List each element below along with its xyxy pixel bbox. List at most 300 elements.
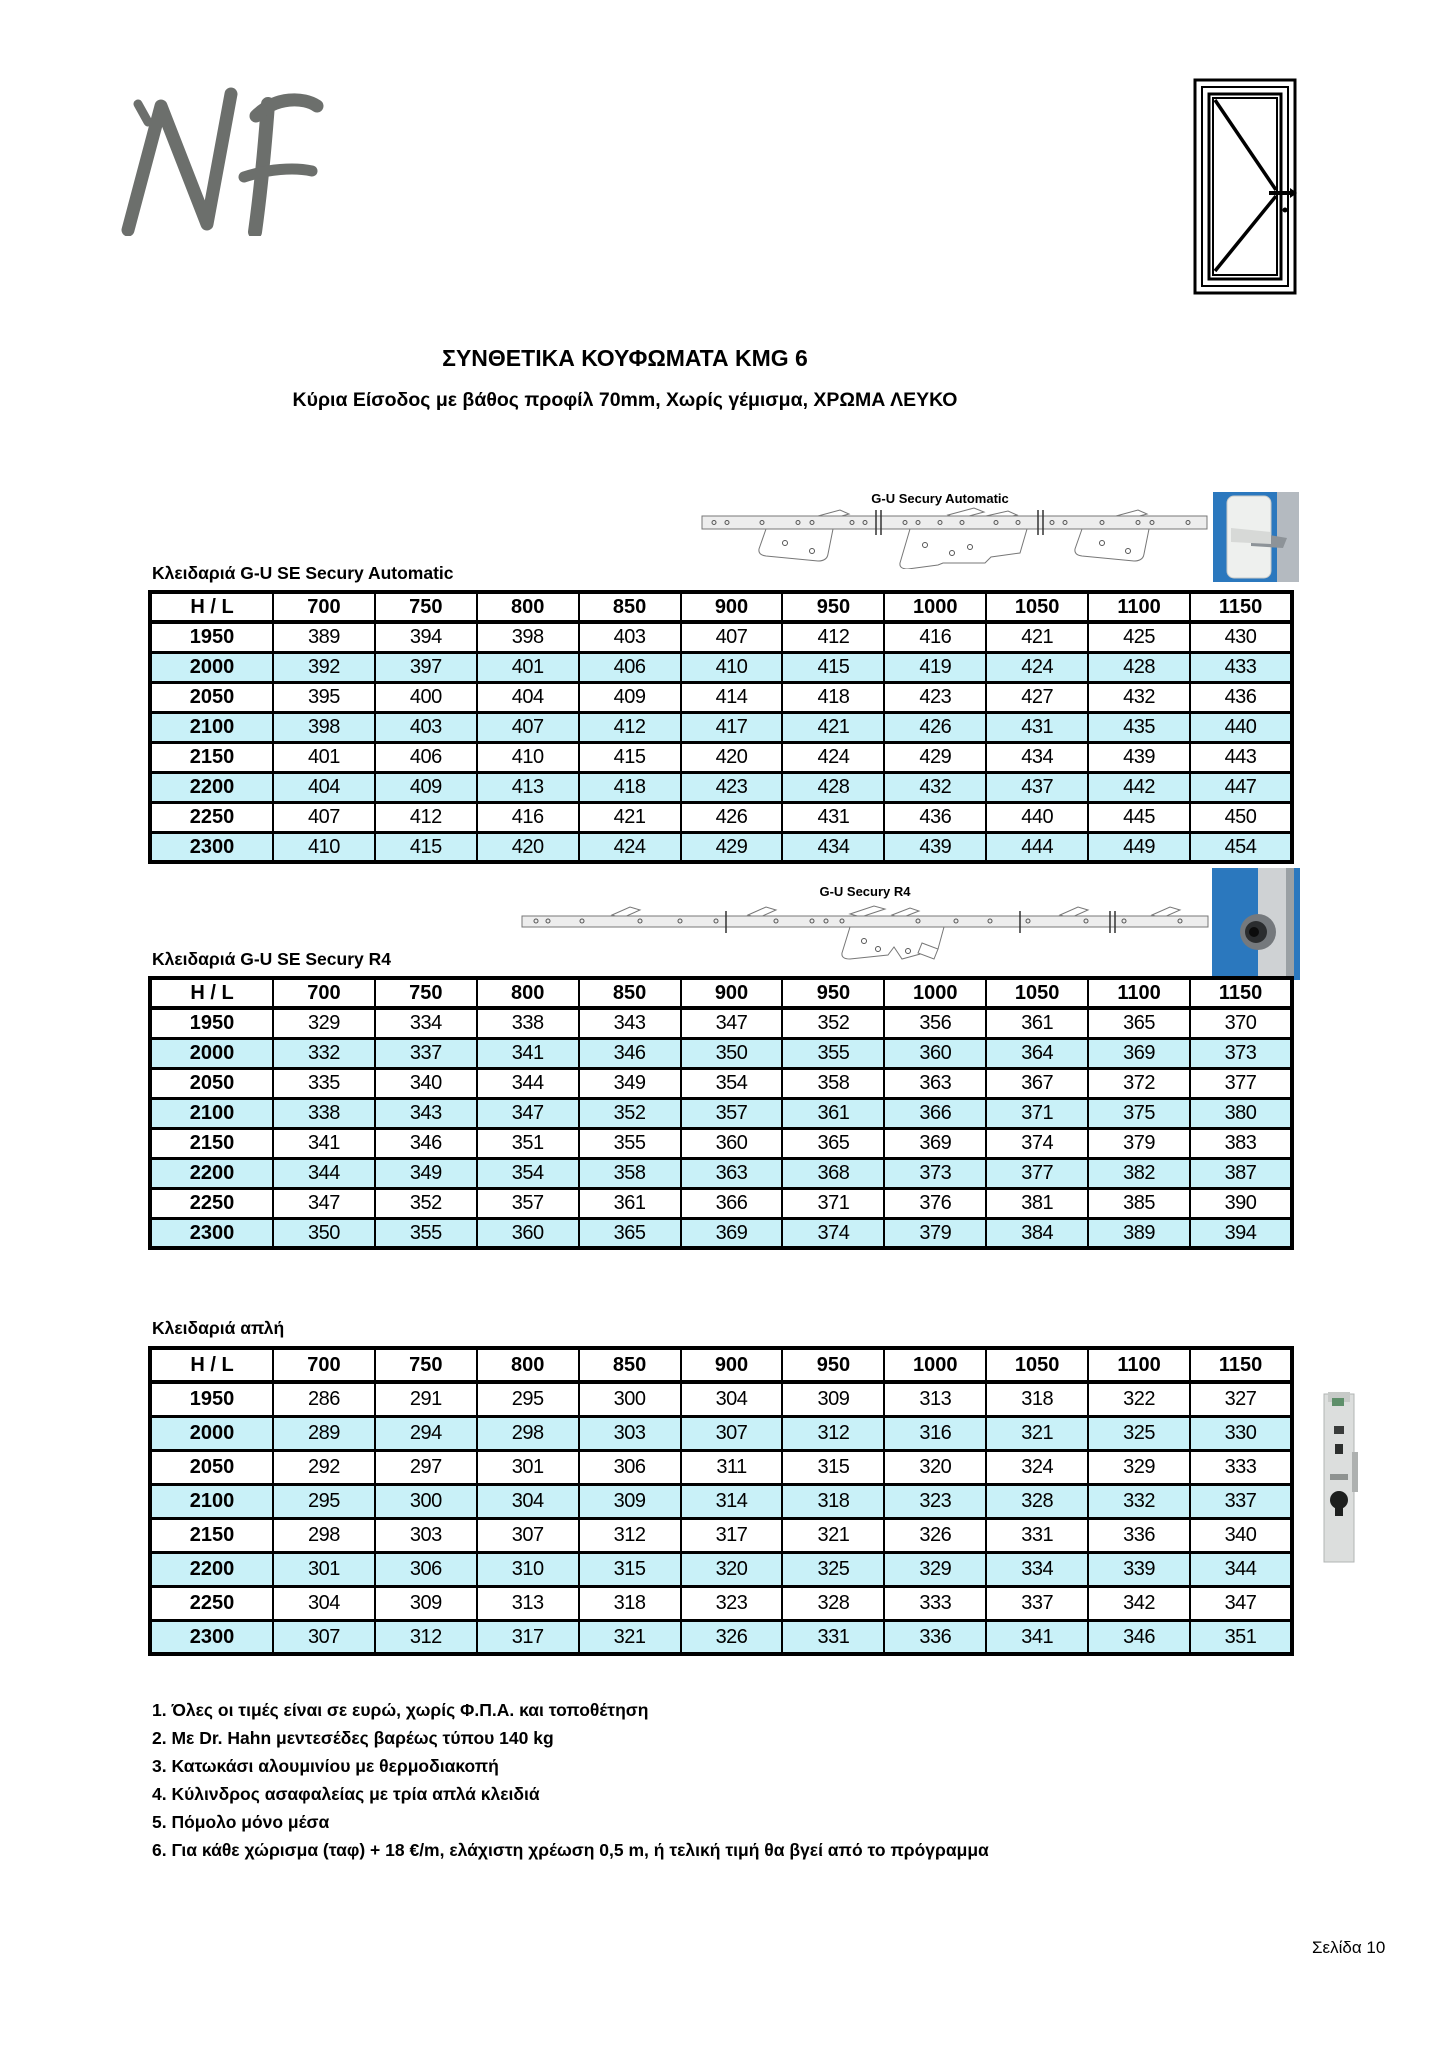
price-cell: 326	[884, 1518, 986, 1552]
price-cell: 321	[782, 1518, 884, 1552]
price-cell: 389	[1088, 1218, 1190, 1248]
price-cell: 322	[1088, 1382, 1190, 1416]
height-cell: 2050	[150, 1068, 273, 1098]
width-header-cell: 1000	[884, 1348, 986, 1382]
price-cell: 436	[1190, 682, 1292, 712]
price-cell: 329	[884, 1552, 986, 1586]
price-cell: 387	[1190, 1158, 1292, 1188]
width-header-cell: 1050	[986, 592, 1088, 622]
table-row	[150, 1484, 1292, 1518]
note-2: 2. Με Dr. Hahn μεντεσέδες βαρέως τύπου 140 kg	[152, 1728, 554, 1748]
price-cell: 306	[375, 1552, 477, 1586]
price-cell: 364	[986, 1038, 1088, 1068]
secury-r4-caption: G-U Secury R4	[819, 884, 911, 899]
table-row	[150, 1552, 1292, 1586]
width-header-cell: 1150	[1190, 592, 1292, 622]
price-cell: 379	[884, 1218, 986, 1248]
price-cell: 312	[579, 1518, 681, 1552]
price-cell: 410	[477, 742, 579, 772]
price-cell: 355	[579, 1128, 681, 1158]
table-row	[150, 1382, 1292, 1416]
price-cell: 418	[579, 772, 681, 802]
price-cell: 337	[1190, 1484, 1292, 1518]
price-cell: 312	[375, 1620, 477, 1654]
height-cell: 2300	[150, 1620, 273, 1654]
price-cell: 444	[986, 832, 1088, 862]
simple-lock-photo	[1322, 1392, 1364, 1569]
price-cell: 428	[1088, 652, 1190, 682]
price-cell: 445	[1088, 802, 1190, 832]
height-cell: 2100	[150, 712, 273, 742]
price-cell: 337	[375, 1038, 477, 1068]
price-cell: 310	[477, 1552, 579, 1586]
price-cell: 437	[986, 772, 1088, 802]
price-cell: 351	[1190, 1620, 1292, 1654]
price-cell: 347	[681, 1008, 783, 1038]
table-row	[150, 1416, 1292, 1450]
height-cell: 2100	[150, 1484, 273, 1518]
table-row	[150, 1218, 1292, 1248]
note-1: 1. Όλες οι τιμές είναι σε ευρώ, χωρίς Φ.Π.Α. και τοποθέτηση	[152, 1700, 649, 1720]
price-cell: 381	[986, 1188, 1088, 1218]
price-cell: 383	[1190, 1128, 1292, 1158]
price-cell: 326	[681, 1620, 783, 1654]
height-cell: 2300	[150, 832, 273, 862]
height-cell: 2050	[150, 682, 273, 712]
width-header-cell: 850	[579, 592, 681, 622]
height-cell: 2000	[150, 1038, 273, 1068]
price-cell: 371	[986, 1098, 1088, 1128]
price-cell: 424	[986, 652, 1088, 682]
price-cell: 432	[1088, 682, 1190, 712]
price-cell: 403	[375, 712, 477, 742]
table-row	[150, 622, 1292, 652]
table-row	[150, 1518, 1292, 1552]
notes-list	[152, 1696, 1352, 1864]
price-cell: 338	[477, 1008, 579, 1038]
price-cell: 379	[1088, 1128, 1190, 1158]
height-cell: 2150	[150, 742, 273, 772]
price-cell: 367	[986, 1068, 1088, 1098]
price-cell: 377	[1190, 1068, 1292, 1098]
price-cell: 313	[884, 1382, 986, 1416]
page-subtitle: Κύρια Είσοδος με βάθος προφίλ 70mm, Χωρίς γέμισμα, ΧΡΩΜΑ ΛΕΥΚΟ	[292, 389, 958, 411]
price-cell: 413	[477, 772, 579, 802]
price-cell: 435	[1088, 712, 1190, 742]
price-cell: 385	[1088, 1188, 1190, 1218]
header-row	[150, 1348, 1292, 1382]
price-cell: 307	[477, 1518, 579, 1552]
price-cell: 347	[477, 1098, 579, 1128]
price-cell: 341	[477, 1038, 579, 1068]
price-cell: 424	[579, 832, 681, 862]
price-cell: 380	[1190, 1098, 1292, 1128]
price-cell: 294	[375, 1416, 477, 1450]
table-row	[150, 1128, 1292, 1158]
price-cell: 382	[1088, 1158, 1190, 1188]
price-cell: 432	[884, 772, 986, 802]
price-cell: 377	[986, 1158, 1088, 1188]
price-cell: 317	[681, 1518, 783, 1552]
price-cell: 300	[579, 1382, 681, 1416]
price-cell: 344	[273, 1158, 375, 1188]
table-row	[150, 1068, 1292, 1098]
table1-label: Κλειδαριά G-U SE Secury Automatic	[152, 563, 454, 583]
price-cell: 303	[579, 1416, 681, 1450]
price-cell: 325	[1088, 1416, 1190, 1450]
table3-label: Κλειδαριά απλή	[152, 1318, 285, 1338]
price-cell: 412	[375, 802, 477, 832]
price-cell: 426	[681, 802, 783, 832]
price-cell: 421	[579, 802, 681, 832]
width-header-cell: 950	[782, 1348, 884, 1382]
price-cell: 342	[1088, 1586, 1190, 1620]
price-cell: 412	[579, 712, 681, 742]
width-header-cell: 850	[579, 978, 681, 1008]
price-cell: 426	[884, 712, 986, 742]
table-row	[150, 742, 1292, 772]
height-cell: 2150	[150, 1518, 273, 1552]
price-cell: 358	[579, 1158, 681, 1188]
price-cell: 309	[579, 1484, 681, 1518]
price-cell: 355	[375, 1218, 477, 1248]
price-cell: 414	[681, 682, 783, 712]
width-header-cell: 1000	[884, 978, 986, 1008]
price-cell: 298	[477, 1416, 579, 1450]
height-cell: 2250	[150, 802, 273, 832]
height-cell: 1950	[150, 1382, 273, 1416]
width-header-cell: 750	[375, 592, 477, 622]
price-cell: 331	[986, 1518, 1088, 1552]
price-cell: 315	[782, 1450, 884, 1484]
width-header-cell: 700	[273, 978, 375, 1008]
price-cell: 344	[477, 1068, 579, 1098]
price-cell: 389	[273, 622, 375, 652]
price-cell: 369	[884, 1128, 986, 1158]
table-row	[150, 1008, 1292, 1038]
price-cell: 384	[986, 1218, 1088, 1248]
price-cell: 419	[884, 652, 986, 682]
price-cell: 349	[375, 1158, 477, 1188]
price-cell: 320	[884, 1450, 986, 1484]
price-cell: 360	[681, 1128, 783, 1158]
price-cell: 318	[579, 1586, 681, 1620]
price-cell: 398	[273, 712, 375, 742]
height-cell: 2150	[150, 1128, 273, 1158]
table-row	[150, 1038, 1292, 1068]
price-cell: 404	[477, 682, 579, 712]
table-row	[150, 652, 1292, 682]
width-header-cell: 950	[782, 592, 884, 622]
height-cell: 2250	[150, 1188, 273, 1218]
price-cell: 407	[681, 622, 783, 652]
price-cell: 416	[884, 622, 986, 652]
price-cell: 338	[273, 1098, 375, 1128]
hl-header-cell: H / L	[150, 592, 273, 622]
price-cell: 430	[1190, 622, 1292, 652]
price-cell: 341	[273, 1128, 375, 1158]
price-cell: 440	[1190, 712, 1292, 742]
price-cell: 371	[782, 1188, 884, 1218]
price-cell: 434	[986, 742, 1088, 772]
nf-logo	[118, 84, 343, 241]
door-diagram-icon	[1193, 78, 1297, 300]
price-cell: 292	[273, 1450, 375, 1484]
table-row	[150, 1620, 1292, 1654]
price-cell: 403	[579, 622, 681, 652]
price-cell: 454	[1190, 832, 1292, 862]
price-cell: 323	[884, 1484, 986, 1518]
height-cell: 2300	[150, 1218, 273, 1248]
price-cell: 366	[681, 1188, 783, 1218]
price-cell: 352	[579, 1098, 681, 1128]
price-cell: 352	[375, 1188, 477, 1218]
price-cell: 295	[273, 1484, 375, 1518]
price-cell: 415	[579, 742, 681, 772]
price-cell: 346	[579, 1038, 681, 1068]
price-cell: 336	[884, 1620, 986, 1654]
price-cell: 312	[782, 1416, 884, 1450]
page-number: Σελίδα 10	[1312, 1938, 1386, 1957]
width-header-cell: 1100	[1088, 592, 1190, 622]
price-cell: 313	[477, 1586, 579, 1620]
price-cell: 309	[375, 1586, 477, 1620]
price-cell: 423	[681, 772, 783, 802]
price-cell: 374	[782, 1218, 884, 1248]
price-cell: 361	[782, 1098, 884, 1128]
price-cell: 406	[375, 742, 477, 772]
table-row	[150, 1098, 1292, 1128]
price-cell: 447	[1190, 772, 1292, 802]
price-cell: 286	[273, 1382, 375, 1416]
price-cell: 373	[1190, 1038, 1292, 1068]
price-cell: 363	[681, 1158, 783, 1188]
price-cell: 436	[884, 802, 986, 832]
price-cell: 443	[1190, 742, 1292, 772]
price-cell: 321	[579, 1620, 681, 1654]
hl-header-cell: H / L	[150, 978, 273, 1008]
height-cell: 2000	[150, 1416, 273, 1450]
price-cell: 340	[375, 1068, 477, 1098]
note-3: 3. Κατωκάσι αλουμινίου με θερμοδιακοπή	[152, 1756, 499, 1776]
price-cell: 412	[782, 622, 884, 652]
secury-automatic-photo	[1213, 492, 1299, 587]
price-table-secury-automatic	[148, 590, 1294, 864]
price-cell: 368	[782, 1158, 884, 1188]
price-cell: 335	[273, 1068, 375, 1098]
price-cell: 321	[986, 1416, 1088, 1450]
price-cell: 346	[375, 1128, 477, 1158]
height-cell: 2000	[150, 652, 273, 682]
price-cell: 289	[273, 1416, 375, 1450]
price-cell: 346	[1088, 1620, 1190, 1654]
price-cell: 449	[1088, 832, 1190, 862]
height-cell: 2100	[150, 1098, 273, 1128]
price-cell: 420	[681, 742, 783, 772]
price-table-simple-lock	[148, 1346, 1294, 1656]
price-cell: 420	[477, 832, 579, 862]
price-cell: 394	[375, 622, 477, 652]
price-cell: 400	[375, 682, 477, 712]
price-cell: 390	[1190, 1188, 1292, 1218]
price-cell: 440	[986, 802, 1088, 832]
height-cell: 1950	[150, 1008, 273, 1038]
price-cell: 434	[782, 832, 884, 862]
width-header-cell: 950	[782, 978, 884, 1008]
width-header-cell: 850	[579, 1348, 681, 1382]
price-cell: 325	[782, 1552, 884, 1586]
price-cell: 354	[681, 1068, 783, 1098]
price-cell: 320	[681, 1552, 783, 1586]
width-header-cell: 1150	[1190, 1348, 1292, 1382]
price-cell: 316	[884, 1416, 986, 1450]
price-cell: 356	[884, 1008, 986, 1038]
price-cell: 416	[477, 802, 579, 832]
price-cell: 301	[273, 1552, 375, 1586]
width-header-cell: 1000	[884, 592, 986, 622]
price-cell: 327	[1190, 1382, 1292, 1416]
price-cell: 349	[579, 1068, 681, 1098]
secury-automatic-caption: G-U Secury Automatic	[871, 491, 1009, 506]
height-cell: 2250	[150, 1586, 273, 1620]
price-cell: 334	[986, 1552, 1088, 1586]
price-cell: 407	[273, 802, 375, 832]
table-row	[150, 832, 1292, 862]
price-cell: 398	[477, 622, 579, 652]
table-row	[150, 1188, 1292, 1218]
price-cell: 333	[884, 1586, 986, 1620]
height-cell: 2050	[150, 1450, 273, 1484]
price-cell: 424	[782, 742, 884, 772]
price-cell: 354	[477, 1158, 579, 1188]
width-header-cell: 800	[477, 592, 579, 622]
price-cell: 415	[782, 652, 884, 682]
note-4: 4. Κύλινδρος ασαφαλείας με τρία απλά κλειδιά	[152, 1784, 540, 1804]
price-cell: 315	[579, 1552, 681, 1586]
price-cell: 304	[273, 1586, 375, 1620]
price-cell: 395	[273, 682, 375, 712]
price-cell: 336	[1088, 1518, 1190, 1552]
width-header-cell: 1050	[986, 1348, 1088, 1382]
price-cell: 428	[782, 772, 884, 802]
height-cell: 2200	[150, 772, 273, 802]
price-cell: 431	[782, 802, 884, 832]
price-cell: 309	[782, 1382, 884, 1416]
table-row	[150, 802, 1292, 832]
price-cell: 421	[986, 622, 1088, 652]
price-cell: 442	[1088, 772, 1190, 802]
price-cell: 361	[986, 1008, 1088, 1038]
price-cell: 369	[681, 1218, 783, 1248]
table-row	[150, 1450, 1292, 1484]
price-cell: 365	[1088, 1008, 1190, 1038]
width-header-cell: 1100	[1088, 978, 1190, 1008]
price-cell: 291	[375, 1382, 477, 1416]
price-cell: 376	[884, 1188, 986, 1218]
price-cell: 339	[1088, 1552, 1190, 1586]
price-cell: 341	[986, 1620, 1088, 1654]
price-cell: 357	[477, 1188, 579, 1218]
table2-label: Κλειδαριά G-U SE Secury R4	[152, 949, 391, 969]
price-cell: 318	[782, 1484, 884, 1518]
price-cell: 317	[477, 1620, 579, 1654]
table-row	[150, 682, 1292, 712]
price-cell: 363	[884, 1068, 986, 1098]
price-cell: 295	[477, 1382, 579, 1416]
price-cell: 401	[477, 652, 579, 682]
price-cell: 304	[477, 1484, 579, 1518]
price-cell: 344	[1190, 1552, 1292, 1586]
price-cell: 328	[782, 1586, 884, 1620]
width-header-cell: 800	[477, 1348, 579, 1382]
price-cell: 350	[681, 1038, 783, 1068]
price-cell: 301	[477, 1450, 579, 1484]
price-cell: 429	[681, 832, 783, 862]
nf-logo-icon	[118, 84, 343, 236]
price-cell: 352	[782, 1008, 884, 1038]
price-cell: 409	[579, 682, 681, 712]
price-cell: 337	[986, 1586, 1088, 1620]
price-cell: 343	[375, 1098, 477, 1128]
price-cell: 347	[1190, 1586, 1292, 1620]
price-cell: 307	[273, 1620, 375, 1654]
price-cell: 330	[1190, 1416, 1292, 1450]
price-cell: 369	[1088, 1038, 1190, 1068]
price-cell: 323	[681, 1586, 783, 1620]
price-cell: 332	[273, 1038, 375, 1068]
price-cell: 409	[375, 772, 477, 802]
width-header-cell: 1100	[1088, 1348, 1190, 1382]
price-cell: 360	[884, 1038, 986, 1068]
price-cell: 343	[579, 1008, 681, 1038]
secury-r4-photo	[1212, 868, 1300, 985]
price-cell: 350	[273, 1218, 375, 1248]
width-header-cell: 1150	[1190, 978, 1292, 1008]
price-cell: 415	[375, 832, 477, 862]
price-cell: 358	[782, 1068, 884, 1098]
price-cell: 300	[375, 1484, 477, 1518]
note-6: 6. Για κάθε χώρισμα (ταφ) + 18 €/m, ελάχιστη χρέωση 0,5 m, ή τελική τιμή θα βγεί από το πρόγραμμα	[152, 1840, 989, 1860]
width-header-cell: 900	[681, 1348, 783, 1382]
width-header-cell: 900	[681, 978, 783, 1008]
price-cell: 418	[782, 682, 884, 712]
header-row	[150, 592, 1292, 622]
price-cell: 429	[884, 742, 986, 772]
price-cell: 355	[782, 1038, 884, 1068]
price-cell: 333	[1190, 1450, 1292, 1484]
price-cell: 401	[273, 742, 375, 772]
width-header-cell: 800	[477, 978, 579, 1008]
price-cell: 329	[273, 1008, 375, 1038]
price-cell: 361	[579, 1188, 681, 1218]
price-cell: 404	[273, 772, 375, 802]
width-header-cell: 700	[273, 1348, 375, 1382]
price-cell: 450	[1190, 802, 1292, 832]
price-cell: 410	[273, 832, 375, 862]
hl-header-cell: H / L	[150, 1348, 273, 1382]
price-cell: 365	[782, 1128, 884, 1158]
price-cell: 318	[986, 1382, 1088, 1416]
price-cell: 351	[477, 1128, 579, 1158]
price-cell: 332	[1088, 1484, 1190, 1518]
price-cell: 329	[1088, 1450, 1190, 1484]
price-cell: 431	[986, 712, 1088, 742]
price-cell: 433	[1190, 652, 1292, 682]
price-cell: 340	[1190, 1518, 1292, 1552]
price-cell: 314	[681, 1484, 783, 1518]
width-header-cell: 750	[375, 978, 477, 1008]
width-header-cell: 750	[375, 1348, 477, 1382]
